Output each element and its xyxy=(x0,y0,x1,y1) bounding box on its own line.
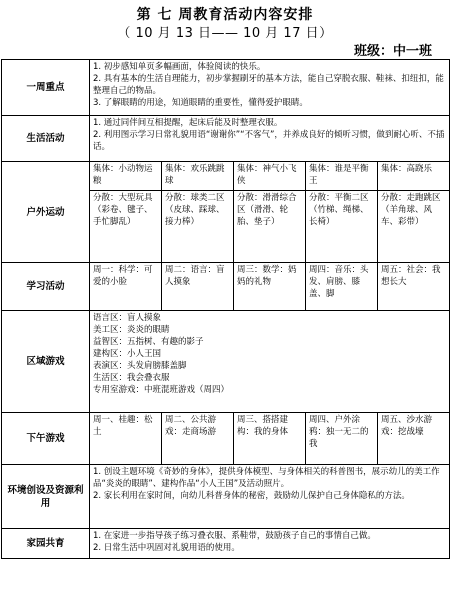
study-cell: 周四：音乐：头发、肩膀、膝盖、脚 xyxy=(306,263,378,311)
focus-line: 1. 初步感知单页多幅画面，体验阅读的快乐。 xyxy=(93,62,266,72)
row-label-outdoor: 户外运动 xyxy=(2,162,90,263)
focus-line: 3. 了解眼睛的用途，知道眼睛的重要性，懂得爱护眼睛。 xyxy=(93,98,308,108)
study-cell: 周五：社会：我想长大 xyxy=(378,263,450,311)
page-title: 第 七 周教育活动内容安排 xyxy=(136,7,314,23)
life-line: 2. 利用图示学习日常礼貌用语“谢谢你”“不客气”，并养成良好的倾听习惯，做到耐心听、不插话。 xyxy=(93,130,445,152)
outdoor-split-cell: 分散：大型玩具（彩卷、毽子、手忙脚乱） xyxy=(90,191,162,263)
outdoor-group-cell: 集体：谁是平衡王 xyxy=(306,162,378,191)
afternoon-cell: 周四、户外涂鸦：独一无二的我 xyxy=(306,413,378,465)
row-focus xyxy=(2,60,450,116)
row-outdoor-group xyxy=(2,162,450,191)
row-label-study: 学习活动 xyxy=(2,263,90,311)
study-cell: 周三：数学：妈妈的礼物 xyxy=(234,263,306,311)
afternoon-cell: 周一、桂趣：松土 xyxy=(90,413,162,465)
area-line: 语言区：盲人摸象 xyxy=(93,313,162,323)
focus-line: 2. 具有基本的生活自理能力，初步掌握刷牙的基本方法，能自己穿脱衣服、鞋袜、扣纽扣，能整理自己的物品。 xyxy=(93,74,444,96)
row-label-focus: 一周重点 xyxy=(2,60,90,116)
row-afternoon xyxy=(2,413,450,465)
row-environment xyxy=(2,465,450,529)
area-line: 生活区：我会叠衣服 xyxy=(93,373,170,383)
area-line: 建构区：小人王国 xyxy=(93,349,162,359)
outdoor-group-cell: 集体：小动物运粮 xyxy=(90,162,162,191)
outdoor-split-cell: 分散：平衡二区（竹梯、绳梯、长椅） xyxy=(306,191,378,263)
area-content xyxy=(90,311,450,413)
row-label-life: 生活活动 xyxy=(2,116,90,162)
area-line: 表演区：头发肩膀膝盖脚 xyxy=(93,361,187,371)
area-line: 美工区：炎炎的眼睛 xyxy=(93,325,170,335)
schedule-table xyxy=(1,59,450,559)
row-label-area: 区域游戏 xyxy=(2,311,90,413)
study-cell: 周二：语言：盲人摸象 xyxy=(162,263,234,311)
row-life xyxy=(2,116,450,162)
environment-content xyxy=(90,465,450,529)
outdoor-group-cell: 集体：高跷乐 xyxy=(378,162,450,191)
outdoor-split-cell: 分散：球类二区（皮球、踩球、接力棒） xyxy=(162,191,234,263)
environment-line: 1. 创设主题环境《奇妙的身体》，提供身体模型、与身体相关的科普图书，展示幼儿的美工作品“炎炎的眼睛”、建构作品“小人王国”及活动照片。 xyxy=(93,467,440,489)
row-area xyxy=(2,311,450,413)
outdoor-split-cell: 分散：滑滑综合区（滑滑、轮胎、垫子） xyxy=(234,191,306,263)
focus-content xyxy=(90,60,450,116)
outdoor-group-cell: 集体：神气小飞侠 xyxy=(234,162,306,191)
afternoon-cell: 周二、公共游戏：走商场游 xyxy=(162,413,234,465)
outdoor-split-cell: 分散：走跑跳区（羊角球、风车、彩带） xyxy=(378,191,450,263)
date-range: （ 10 月 13 日—— 10 月 17 日） xyxy=(117,26,333,41)
row-label-home: 家园共育 xyxy=(2,529,90,559)
life-content xyxy=(90,116,450,162)
outdoor-group-cell: 集体：欢乐跳跳球 xyxy=(162,162,234,191)
row-study xyxy=(2,263,450,311)
afternoon-cell: 周五、沙水游戏：挖战壕 xyxy=(378,413,450,465)
study-cell: 周一：科学：可爱的小脸 xyxy=(90,263,162,311)
home-line: 2. 日常生活中巩固对礼貌用语的使用。 xyxy=(93,543,240,553)
row-label-afternoon: 下午游戏 xyxy=(2,413,90,465)
area-line: 专用室游戏：中班混班游戏（周四） xyxy=(93,385,230,395)
class-label: 班级：中一班 xyxy=(353,44,432,59)
environment-line: 2. 家长利用在家时间，向幼儿科普身体的秘密，鼓励幼儿保护自己身体隐私的方法。 xyxy=(93,491,410,501)
life-line: 1. 通过同伴间互相提醒，起床后能及时整理衣服。 xyxy=(93,118,283,128)
row-home xyxy=(2,529,450,559)
home-line: 1. 在家进一步指导孩子练习叠衣服、系鞋带，鼓励孩子自己的事情自己做。 xyxy=(93,531,376,541)
home-content xyxy=(90,529,450,559)
area-line: 益智区：五指树、有趣的影子 xyxy=(93,337,204,347)
row-label-environment: 环境创设及资源利用 xyxy=(2,465,90,529)
afternoon-cell: 周三、搭搭建构：我的身体 xyxy=(234,413,306,465)
